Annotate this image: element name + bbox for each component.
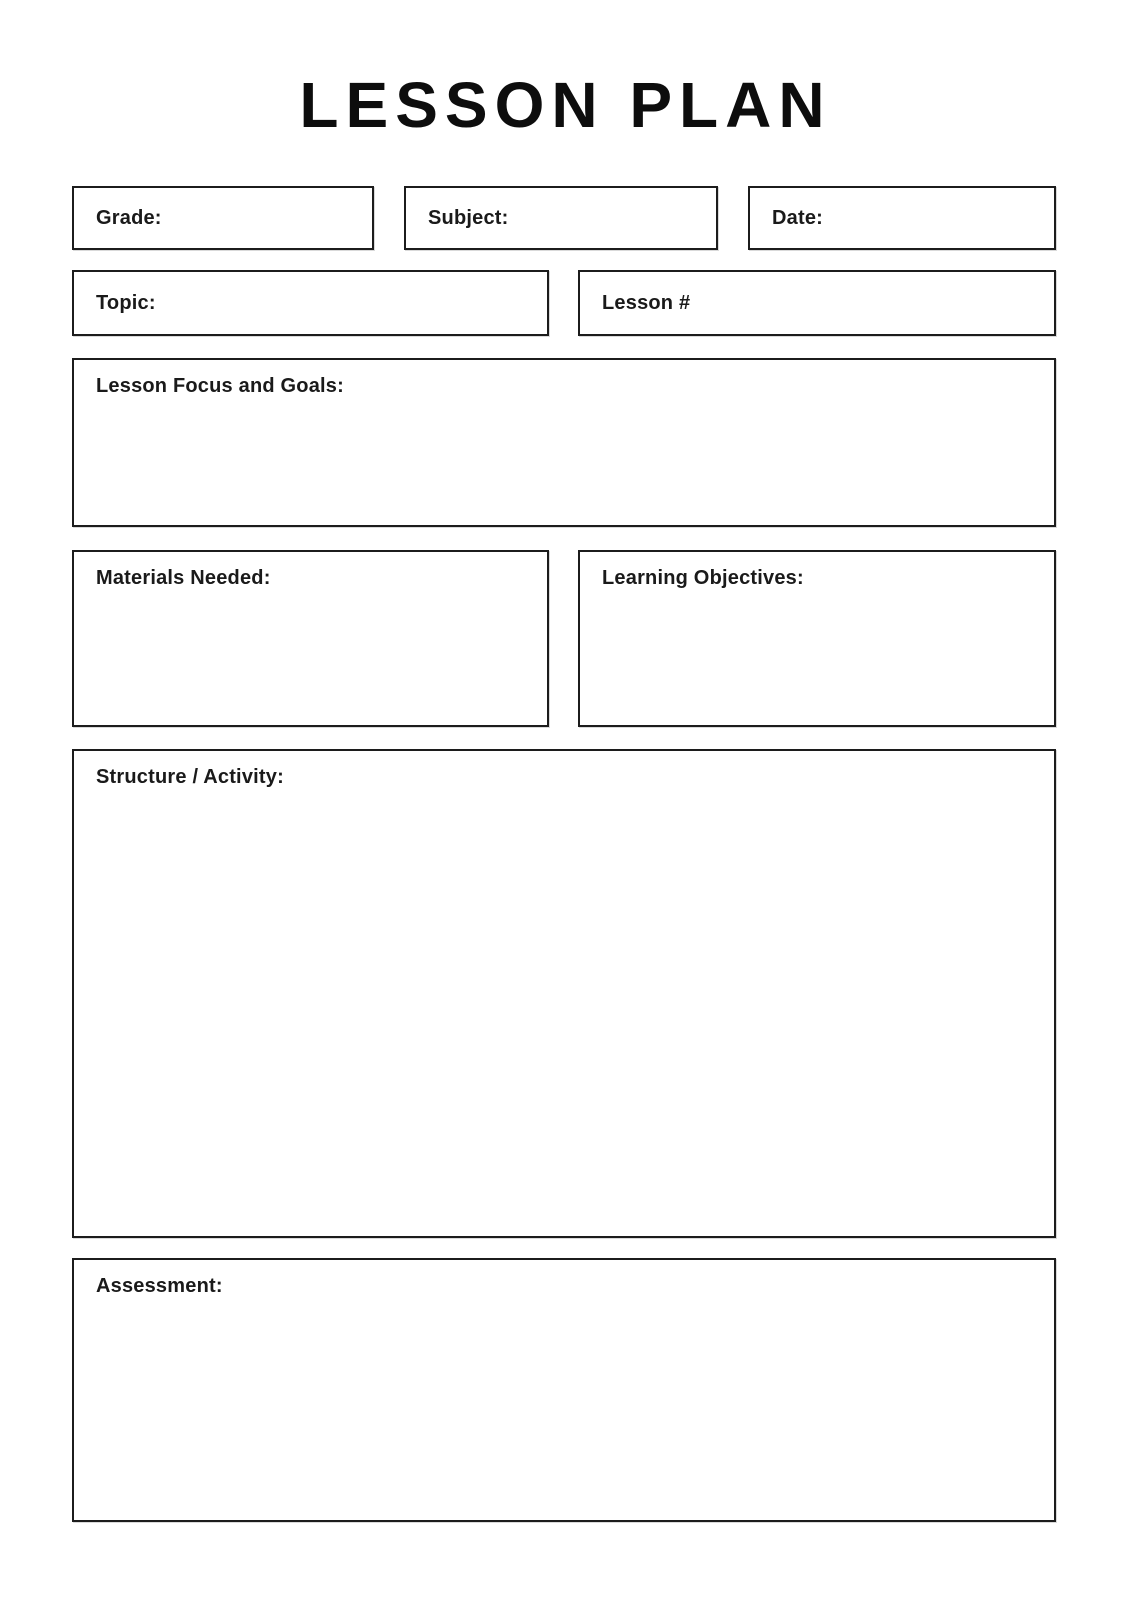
learning-objectives-field[interactable] bbox=[578, 550, 1056, 727]
grade-field[interactable] bbox=[72, 186, 374, 250]
page-title: LESSON PLAN bbox=[299, 69, 832, 141]
date-field[interactable] bbox=[748, 186, 1056, 250]
lesson-focus-goals-label: Lesson Focus and Goals: bbox=[96, 375, 344, 397]
learning-objectives-label: Learning Objectives: bbox=[602, 567, 804, 589]
structure-activity-label: Structure / Activity: bbox=[96, 766, 284, 788]
lesson-number-field[interactable] bbox=[578, 270, 1056, 336]
materials-needed-field[interactable] bbox=[72, 550, 549, 727]
date-label: Date: bbox=[772, 207, 824, 229]
structure-activity-field[interactable] bbox=[72, 749, 1056, 1238]
assessment-field[interactable] bbox=[72, 1258, 1056, 1522]
grade-label: Grade: bbox=[96, 207, 162, 229]
assessment-label: Assessment: bbox=[96, 1275, 223, 1297]
topic-label: Topic: bbox=[96, 292, 156, 314]
subject-label: Subject: bbox=[428, 207, 509, 229]
topic-field[interactable] bbox=[72, 270, 549, 336]
subject-field[interactable] bbox=[404, 186, 718, 250]
lesson-number-label: Lesson # bbox=[602, 292, 691, 314]
materials-needed-label: Materials Needed: bbox=[96, 567, 271, 589]
lesson-focus-goals-field[interactable] bbox=[72, 358, 1056, 527]
